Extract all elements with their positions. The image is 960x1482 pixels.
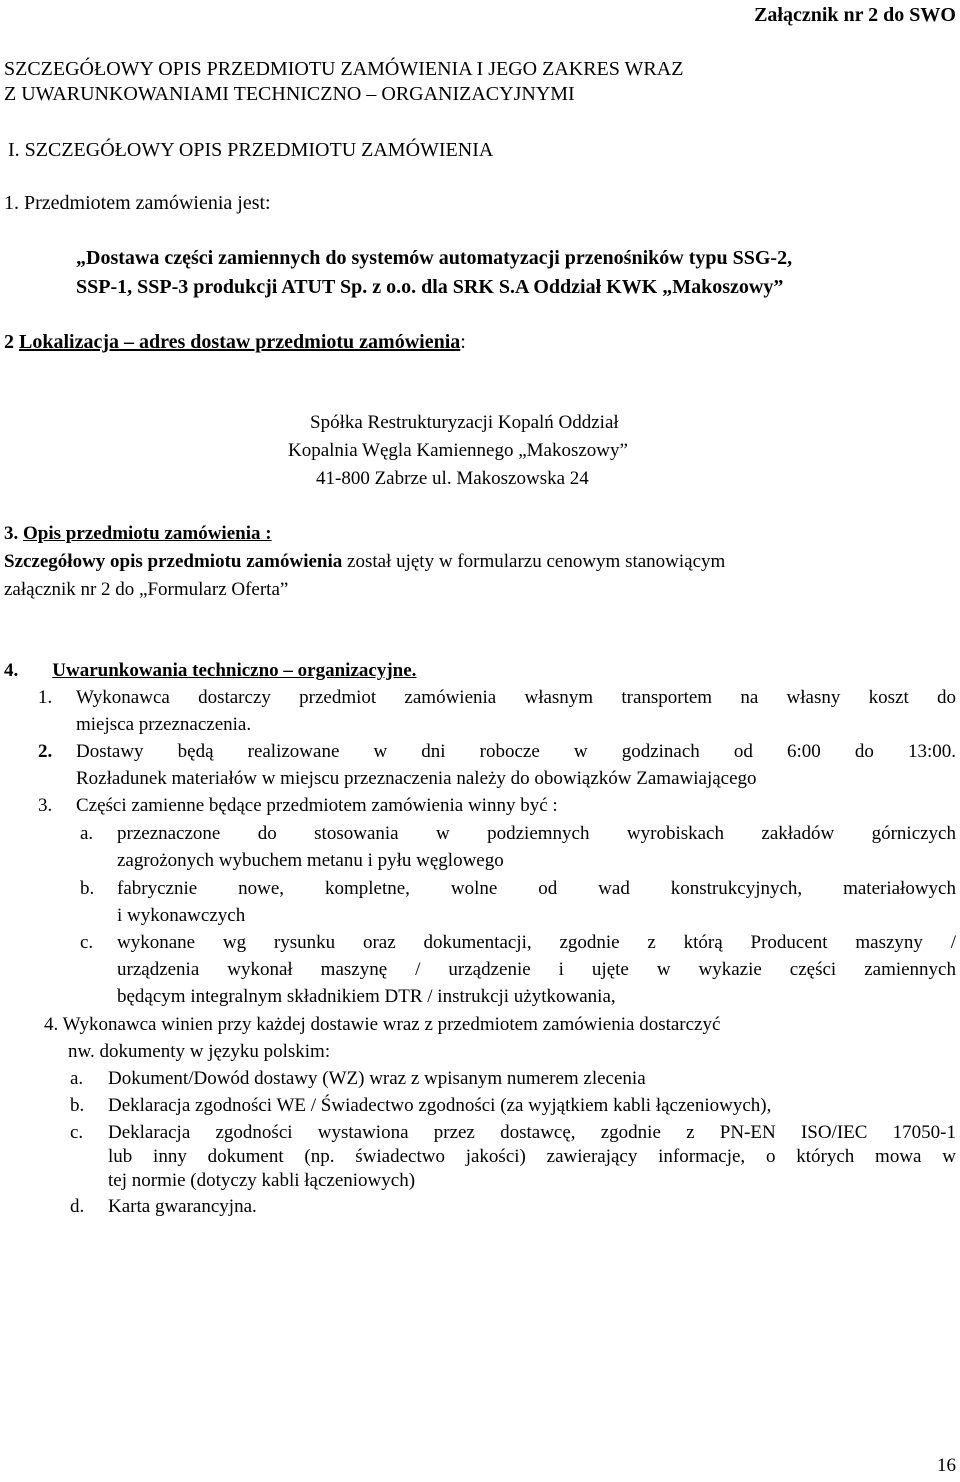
document-c-line1: Deklaracja zgodności wystawiona przez dostawcę, zgodnie z PN-EN ISO/IEC 17050-1 bbox=[108, 1122, 956, 1143]
document-c-letter: c. bbox=[70, 1122, 84, 1143]
document-c-line2: lub inny dokument (np. świadectwo jakości) zawierający informacje, o których mowa w bbox=[108, 1146, 956, 1167]
document-b-letter: b. bbox=[70, 1095, 85, 1116]
page-number: 16 bbox=[937, 1455, 956, 1476]
section4-heading bbox=[4, 657, 416, 684]
section1-point1 bbox=[4, 190, 271, 217]
address-line3: 41-800 Zabrze ul. Makoszowska 24 bbox=[316, 468, 589, 489]
section3-heading-text: Opis przedmiotu zamówienia : bbox=[23, 523, 272, 544]
item3-line1: Części zamienne będące przedmiotem zamówienia winny być : bbox=[76, 795, 558, 816]
item4-line1: 4. Wykonawca winien przy każdej dostawie wraz z przedmiotem zamówienia dostarczyć bbox=[44, 1014, 721, 1035]
subitem-c-line2: urządzenia wykonał maszynę / urządzenie i ujęte w wykazie części zamiennych bbox=[117, 959, 956, 980]
section3-desc-rest: został ujęty w formularzu cenowym stanowiącym bbox=[342, 551, 726, 572]
section2-heading bbox=[4, 329, 466, 356]
item2-line1: Dostawy będą realizowane w dni robocze w godzinach od 6:00 do 13:00. bbox=[76, 741, 956, 762]
subitem-b-line1: fabrycznie nowe, kompletne, wolne od wad konstrukcyjnych, materiałowych bbox=[117, 878, 956, 899]
section3-desc-line1 bbox=[4, 548, 908, 575]
document-d-line1: Karta gwarancyjna. bbox=[108, 1196, 257, 1217]
section3-desc-bold: Szczegółowy opis przedmiotu zamówienia bbox=[4, 551, 343, 572]
subitem-a-letter: a. bbox=[80, 823, 94, 844]
item3-number: 3. bbox=[38, 795, 53, 816]
item1-line2: miejsca przeznaczenia. bbox=[76, 714, 252, 735]
section4-heading-text: Uwarunkowania techniczno – organizacyjne. bbox=[52, 660, 417, 681]
section3-desc-line2: załącznik nr 2 do „Formularz Oferta” bbox=[4, 579, 289, 600]
document-d-letter: d. bbox=[70, 1196, 85, 1217]
subitem-b-line2: i wykonawczych bbox=[117, 905, 246, 926]
document-c-line3: tej normie (dotyczy kabli łączeniowych) bbox=[108, 1170, 416, 1191]
subitem-a-line2: zagrożonych wybuchem metanu i pyłu węglowego bbox=[117, 850, 504, 871]
section3-heading bbox=[4, 520, 272, 547]
section2-heading-colon: : bbox=[460, 331, 466, 353]
item2-number: 2. bbox=[38, 741, 53, 762]
section4-heading-num: 4. bbox=[4, 660, 19, 681]
section2-heading-text: Lokalizacja – adres dostaw przedmiotu zamówienia bbox=[19, 331, 461, 353]
address-line1: Spółka Restrukturyzacji Kopalń Oddział bbox=[310, 412, 619, 433]
section2-heading-num: 2 bbox=[4, 331, 19, 353]
subject-line1: „Dostawa części zamiennych do systemów automatyzacji przenośników typu SSG-2, bbox=[76, 247, 793, 269]
item1-line1: Wykonawca dostarczy przedmiot zamówienia własnym transportem na własny koszt do bbox=[76, 687, 956, 708]
document-b-line1: Deklaracja zgodności WE / Świadectwo zgodności (za wyjątkiem kabli łączeniowych), bbox=[108, 1095, 772, 1116]
subitem-a-line1: przeznaczone do stosowania w podziemnych wyrobiskach zakładów górniczych bbox=[117, 823, 956, 844]
point1-bold: 1. Przedmiotem zamówienia bbox=[4, 192, 233, 214]
item1-number: 1. bbox=[38, 687, 53, 708]
document-title-line1: SZCZEGÓŁOWY OPIS PRZEDMIOTU ZAMÓWIENIA I JEGO ZAKRES WRAZ bbox=[4, 58, 684, 80]
address-line2: Kopalnia Węgla Kamiennego „Makoszowy” bbox=[288, 440, 628, 461]
document-title-line2: Z UWARUNKOWANIAMI TECHNICZNO – ORGANIZACYJNYMI bbox=[4, 83, 575, 105]
item4-line2: nw. dokumenty w języku polskim: bbox=[68, 1041, 331, 1062]
point1-rest: jest: bbox=[232, 192, 271, 214]
document-a-letter: a. bbox=[70, 1068, 84, 1089]
subitem-c-line1: wykonane wg rysunku oraz dokumentacji, zgodnie z którą Producent maszyny / bbox=[117, 932, 956, 953]
section1-heading: I. SZCZEGÓŁOWY OPIS PRZEDMIOTU ZAMÓWIENIA bbox=[8, 139, 494, 161]
subitem-b-letter: b. bbox=[80, 878, 95, 899]
document-a-line1: Dokument/Dowód dostawy (WZ) wraz z wpisanym numerem zlecenia bbox=[108, 1068, 646, 1089]
subitem-c-line3: będącym integralnym składnikiem DTR / instrukcji użytkowania, bbox=[117, 986, 616, 1007]
item2-line2: Rozładunek materiałów w miejscu przeznaczenia należy do obowiązków Zamawiającego bbox=[76, 768, 757, 789]
section3-heading-num: 3. bbox=[4, 523, 23, 544]
subitem-c-letter: c. bbox=[80, 932, 94, 953]
attachment-label: Załącznik nr 2 do SWO bbox=[754, 4, 956, 26]
subject-line2: SSP-1, SSP-3 produkcji ATUT Sp. z o.o. dla SRK S.A Oddział KWK „Makoszowy” bbox=[76, 276, 784, 298]
